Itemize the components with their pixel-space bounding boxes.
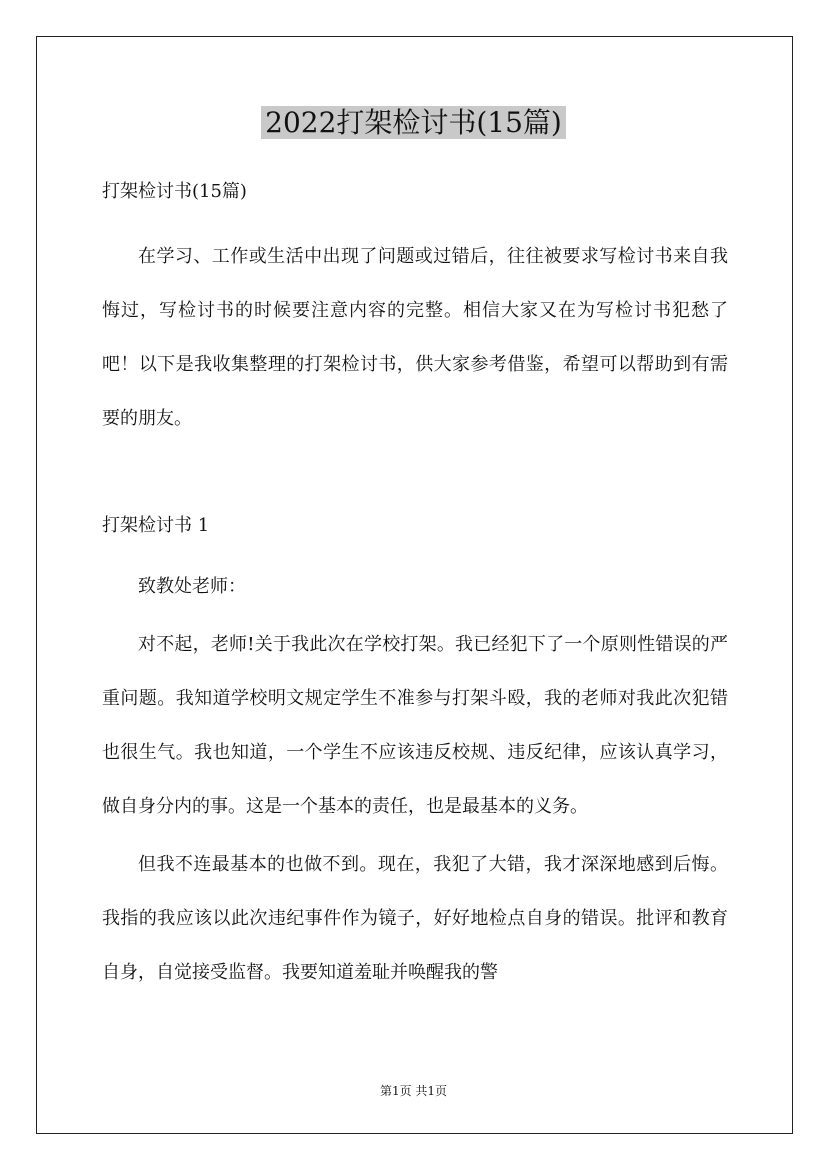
body-paragraph-1: 对不起，老师!关于我此次在学校打架。我已经犯下了一个原则性错误的严重问题。我知道学校明文规定学生不准参与打架斗殴，我的老师对我此次犯错也很生气。我也知道，一个学生不应该违反校规、违反纪律，应该认真学习，做自身分内的事。这是一个基本的责任，也是最基本的义务。 — [102, 634, 728, 817]
heading-gap — [102, 546, 728, 560]
page-footer — [0, 1082, 827, 1100]
document-title-text: 2022打架检讨书(15篇) — [261, 106, 566, 139]
section-heading: 打架检讨书 1 — [102, 515, 210, 536]
salutation: 致教处老师： — [138, 576, 246, 597]
page-number: 第1页 共1页 — [379, 1084, 448, 1098]
body-paragraph-2: 但我不连最基本的也做不到。现在，我犯了大错，我才深深地感到后悔。我指的我应该以此次违纪事件作为镜子，好好地检点自身的错误。批评和教育自身，自觉接受监督。我要知道羞耻并唤醒我的警 — [102, 854, 728, 983]
intro-paragraph: 在学习、工作或生活中出现了问题或过错后，往往被要求写检讨书来自我悔过，写检讨书的时候要注意内容的完整。相信大家又在为写检讨书犯愁了吧！以下是我收集整理的打架检讨书，供大家参考借鉴，希望可以帮助到有需要的朋友。 — [102, 246, 728, 429]
section-gap — [102, 446, 728, 506]
document-title — [0, 103, 827, 143]
document-body — [102, 172, 728, 1000]
document-subtitle: 打架检讨书(15篇) — [102, 181, 247, 202]
